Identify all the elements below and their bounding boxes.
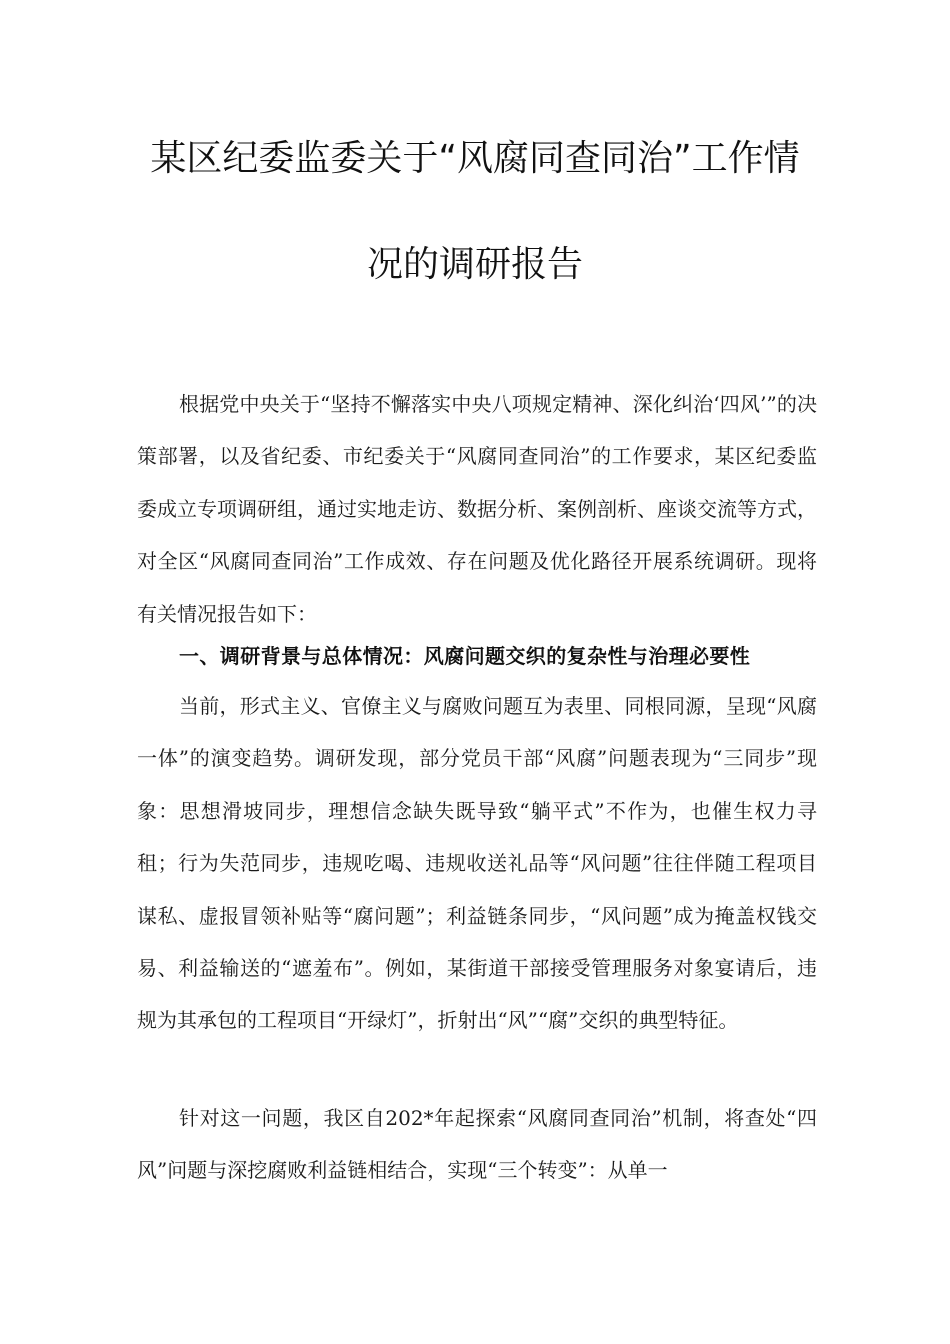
background-paragraph <box>137 680 817 1047</box>
document-title-line-2: 况的调研报告 <box>366 244 583 285</box>
paragraph-text: 当前，形式主义、官僚主义与腐败问题互为表里、同根同源，呈现“风腐一体”的演变趋势。调研发现，部分党员干部“风腐”问题表现为“三同步”现象：思想滑坡同步，理想信念缺失既导致“躺平式”不作为，也催生权力寻租；行为失范同步，违规吃喝、违规收送礼品等“风问题”往往伴随工程项目谋私、虚报冒领补贴等“腐问题”；利益链条同步，“风问题”成为掩盖权钱交易、利益输送的“遮羞布”。例如，某街道干部接受管理服务对象宴请后，违规为其承包的工程项目“开绿灯”，折射出“风”“腐”交织的典型特征。 <box>137 694 817 1033</box>
mechanism-paragraph <box>137 1092 817 1197</box>
intro-paragraph <box>137 378 817 640</box>
document-title-line-1: 某区纪委监委关于“风腐同查同治”工作情 <box>150 138 800 179</box>
section-heading-1: 一、调研背景与总体情况：风腐问题交织的复杂性与治理必要性 <box>179 644 751 668</box>
paragraph-text: 根据党中央关于“坚持不懈落实中央八项规定精神、深化纠治‘四风’”的决策部署，以及省纪委、市纪委关于“风腐同查同治”的工作要求，某区纪委监委成立专项调研组，通过实地走访、数据分析、案例剖析、座谈交流等方式，对全区“风腐同查同治”工作成效、存在问题及优化路径开展系统调研。现将有关情况报告如下： <box>137 392 817 626</box>
paragraph-text: 针对这一问题，我区自202*年起探索“风腐同查同治”机制，将查处“四风”问题与深挖腐败利益链相结合，实现“三个转变”：从单一 <box>137 1106 817 1183</box>
